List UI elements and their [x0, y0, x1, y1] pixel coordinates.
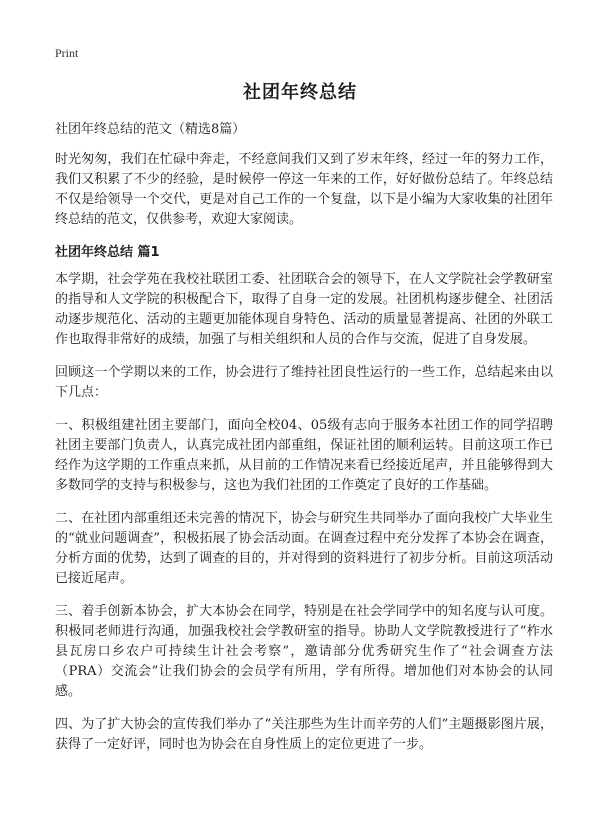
section-heading: 社团年终总结 篇1	[55, 245, 160, 260]
intro-paragraph: 时光匆匆，我们在忙碌中奔走，不经意间我们又到了岁末年终，经过一年的努力工作，我们又积累了不少的经验，是时候停一停这一年来的工作，好好做份总结了。年终总结不仅是给领导一个交代，更是对自己工作的一个复盘，以下是小编为大家收集的社团年终总结的范文，仅供参考，欢迎大家阅读。	[55, 152, 553, 227]
article-subtitle: 社团年终总结的范文（精选8篇）	[55, 122, 246, 137]
body-paragraph: 一、积极组建社团主要部门，面向全校04、05级有志向于服务本社团工作的同学招聘社团主要部门负责人，认真完成社团内部重组，保证社团的顺利运转。目前这项工作已经作为这学期的工作重点来抓，从目前的工作情况来看已经接近尾声，并且能够得到大多数同学的支持与积极参与，这也为我们社团的工作奠定了良好的工作基础。	[55, 418, 553, 493]
body-paragraph: 本学期，社会学苑在我校社联团工委、社团联合会的领导下，在人文学院社会学教研室的指导和人文学院的积极配合下，取得了自身一定的发展。社团机构逐步健全、社团活动逐步规范化、活动的主题更加能体现自身特色、活动的质量显著提高、社团的外联工作也取得非常好的成绩，加强了与相关组织和人员的合作与交流，促进了自身发展。	[55, 272, 553, 347]
page-title: 社团年终总结	[243, 82, 357, 103]
body-paragraph: 三、着手创新本协会，扩大本协会在同学，特别是在社会学同学中的知名度与认可度。积极同老师进行沟通，加强我校社会学教研室的指导。协助人文学院教授进行了“柞水县瓦房口乡农户可持续生计社会考察”，邀请部分优秀研究生作了“社会调查方法（PRA）交流会”让我们协会的会员学有所用，学有所得。增加他们对本协会的认同感。	[55, 604, 553, 699]
article-body	[55, 120, 553, 768]
print-link[interactable]: Print	[55, 46, 79, 60]
body-paragraph: 回顾这一个学期以来的工作，协会进行了维持社团良性运行的一些工作，总结起来由以下几点：	[55, 365, 553, 400]
body-paragraph: 四、为了扩大协会的宣传我们举办了“关注那些为生计而辛劳的人们”主题摄影图片展，获得了一定好评，同时也为协会在自身性质上的定位更进了一步。	[55, 717, 553, 752]
body-paragraph: 二、在社团内部重组还未完善的情况下，协会与研究生共同举办了面向我校广大毕业生的“就业问题调查”，积极拓展了协会活动面。在调查过程中充分发挥了本协会在调查，分析方面的优势，达到了调查的目的，并对得到的资料进行了初步分析。目前这项活动已接近尾声。	[55, 511, 553, 586]
